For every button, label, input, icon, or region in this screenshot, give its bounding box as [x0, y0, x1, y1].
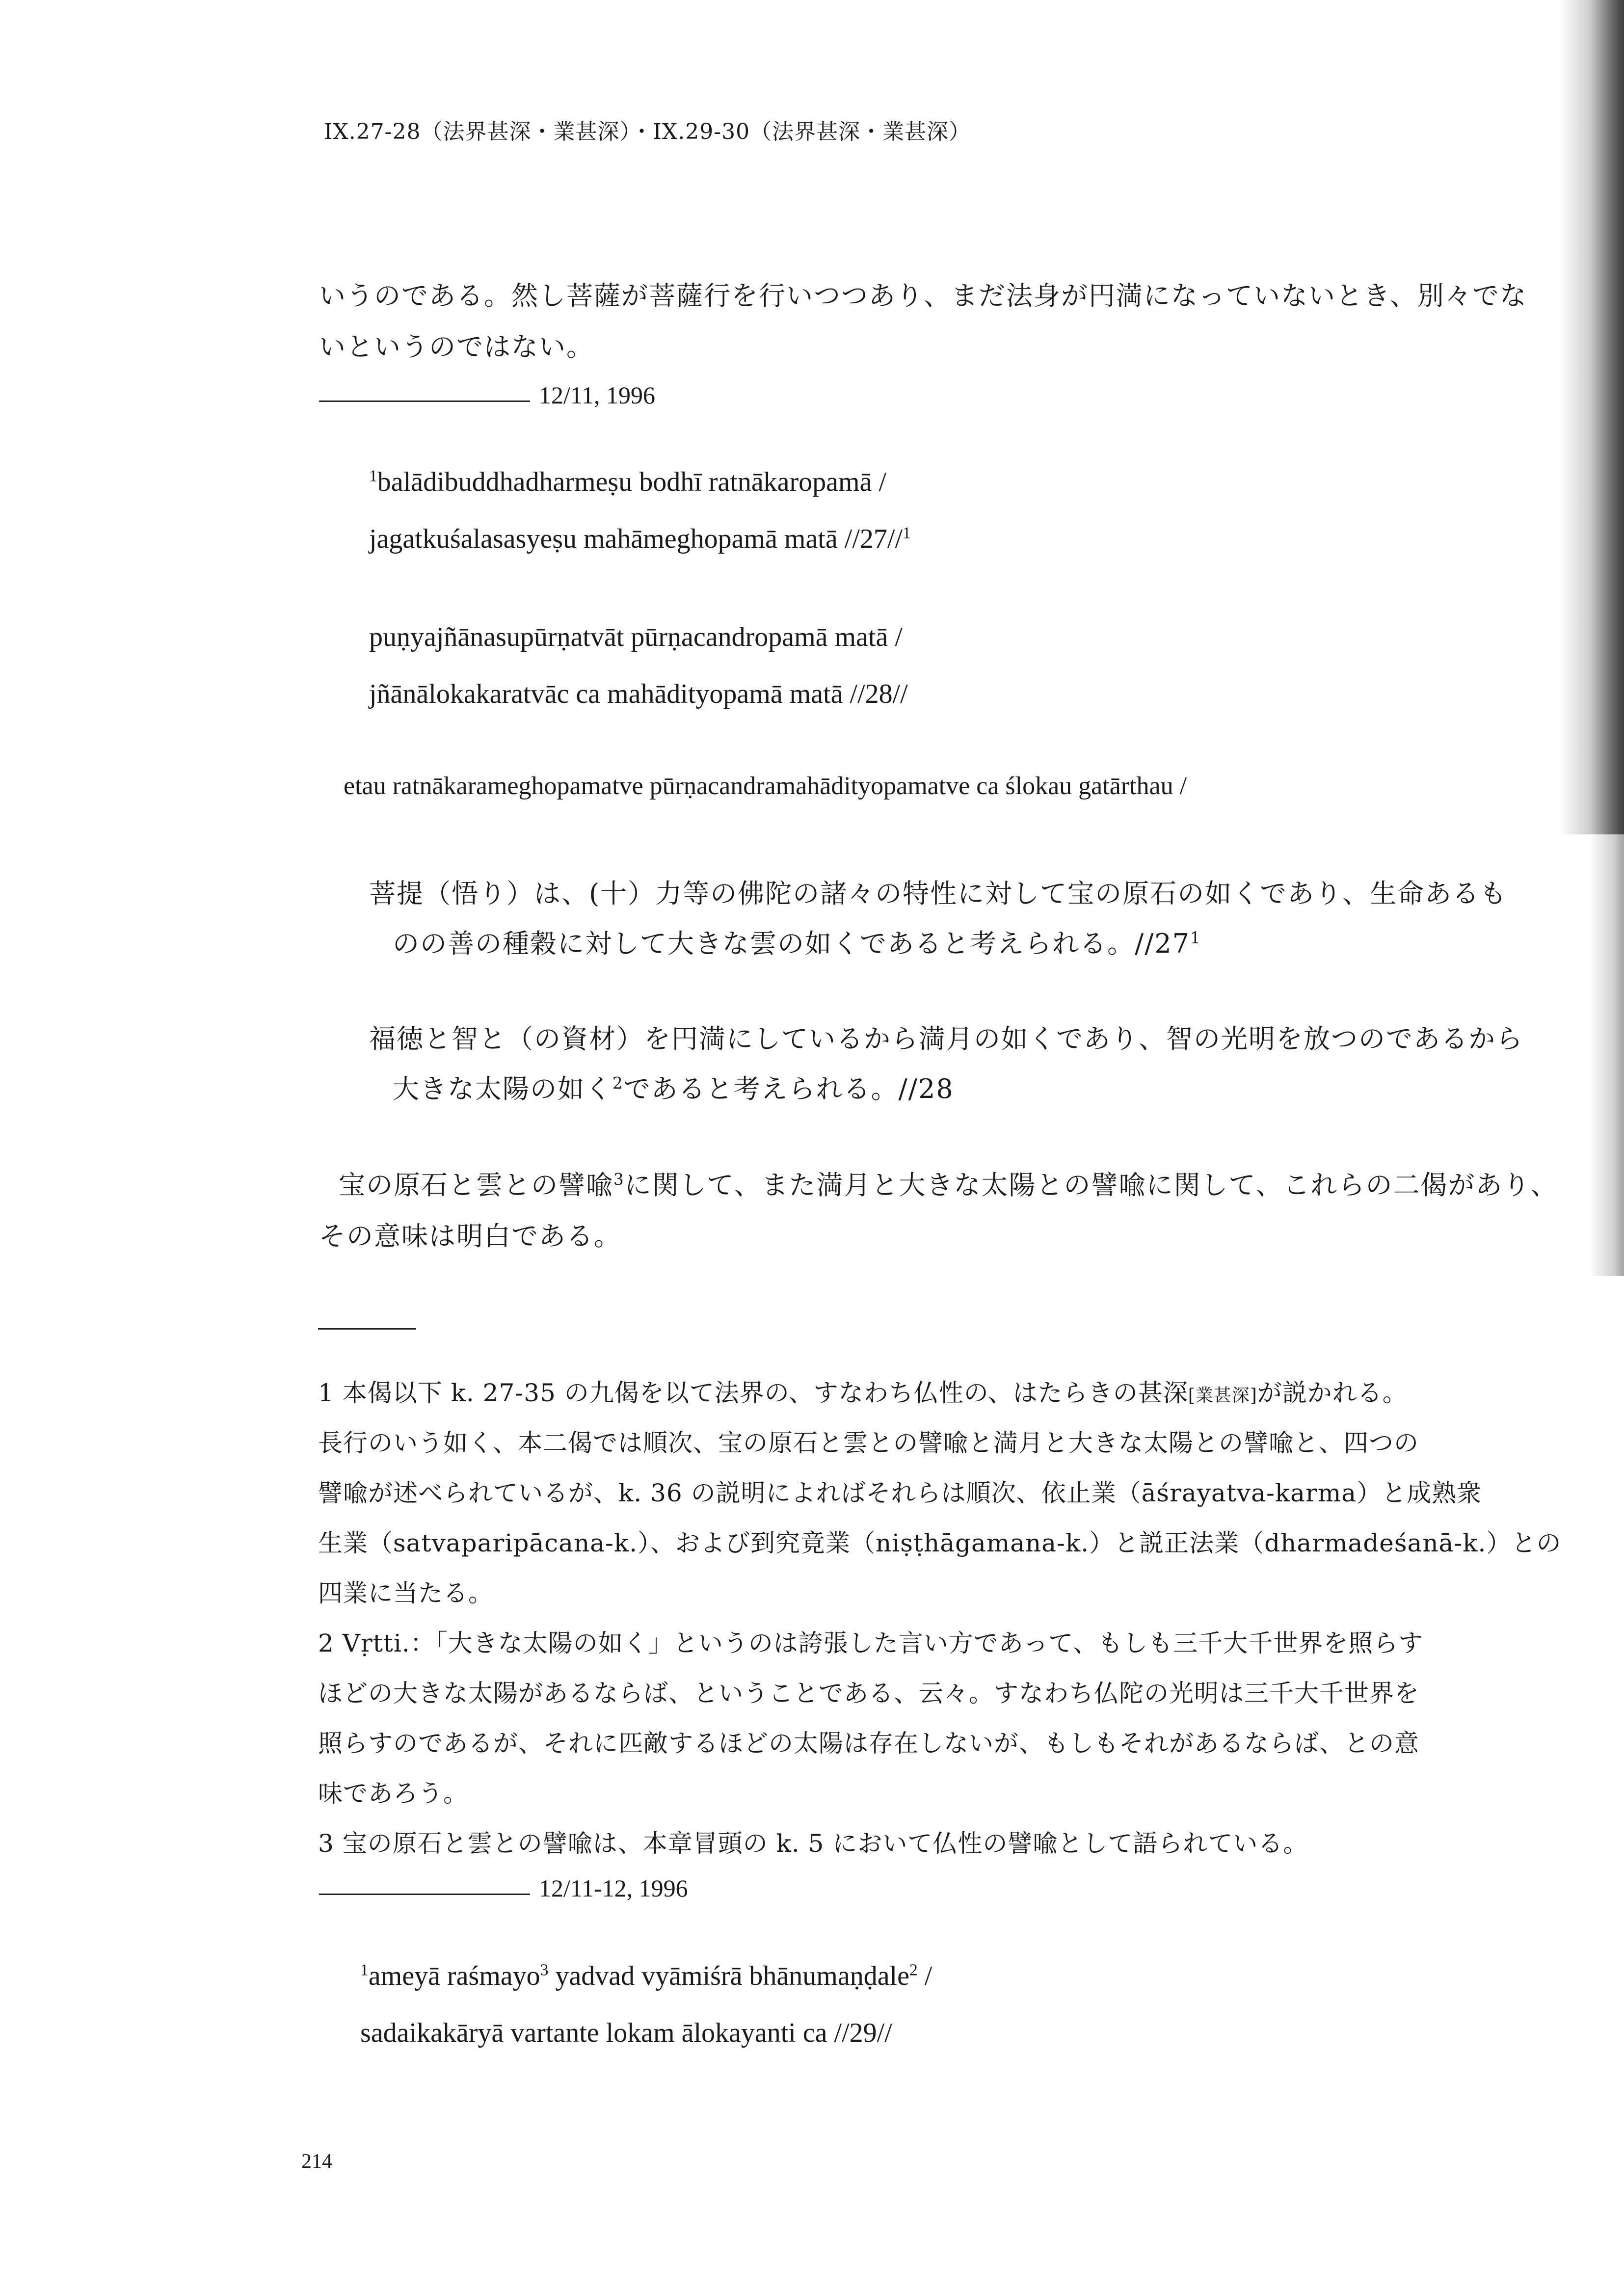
- scan-edge-shadow: [1560, 0, 1624, 834]
- verse-text: balādibuddhadharmeṣu bodhī ratnākaropamā /: [377, 467, 886, 497]
- translation-text: のの善の種穀に対して大きな雲の如くであると考えられる。//27: [393, 928, 1191, 959]
- verse-29-line-1: [360, 1960, 932, 1992]
- footnote-1-line-1: [318, 1373, 1408, 1409]
- running-header: IX.27-28（法界甚深・業甚深）・IX.29-30（法界甚深・業甚深）: [324, 119, 971, 144]
- footnote-2-line-3: 照らすのであるが、それに匹敵するほどの太陽は存在しないが、もしもそれがあるならば、との意: [318, 1729, 1419, 1758]
- verse-text: /: [917, 1961, 932, 1991]
- verse-28-line-2: jñānālokakaratvāc ca mahādityopamā matā //28//: [369, 679, 908, 709]
- footnote-small-text: [業甚深]: [1188, 1386, 1257, 1406]
- verse-text: jagatkuśalasasyeṣu mahāmeghopamā matā //27//: [369, 524, 903, 554]
- translation-text: 大きな太陽の如く: [393, 1073, 612, 1104]
- intro-line-1: いうのである。然し菩薩が菩薩行を行いつつあり、まだ法身が円満になっていないとき、別々でな: [319, 280, 1527, 311]
- footnote-text: が説かれる。: [1257, 1379, 1408, 1407]
- date-rule: [319, 1894, 530, 1895]
- translation-text: に関して、また満月と大きな太陽との譬喩に関して、これらの二偈があり、: [624, 1170, 1558, 1201]
- footnote-marker: 2: [909, 1961, 918, 1979]
- verse-28-line-1: puṇyajñānasupūrṇatvāt pūrṇacandropamā matā /: [369, 622, 903, 652]
- translation-27-line-1: 菩提（悟り）は、(十）力等の佛陀の諸々の特性に対して宝の原石の如くであり、生命あるも: [369, 878, 1508, 909]
- footnote-text: 1 本偈以下 k. 27-35 の九偈を以て法界の、すなわち仏性の、はたらきの甚深: [318, 1379, 1188, 1407]
- page-number: 214: [301, 2150, 332, 2173]
- translated-commentary-line-1: [339, 1164, 1558, 1202]
- footnote-marker: 1: [1190, 929, 1201, 947]
- verse-text: ameyā raśmayo: [368, 1961, 540, 1991]
- footnote-1-line-2: 長行のいう如く、本二偈では順次、宝の原石と雲との譬喩と満月と大きな太陽との譬喩と、四つの: [318, 1429, 1419, 1457]
- verse-29-line-2: sadaikakāryā vartante lokam ālokayanti ca //29//: [360, 2018, 892, 2048]
- footnote-1-line-3: 譬喩が述べられているが、k. 36 の説明によればそれらは順次、依止業（āśrayatva-karma）と成熟衆: [318, 1479, 1482, 1507]
- footnote-marker: 1: [360, 1961, 369, 1979]
- footnote-marker: 1: [369, 467, 377, 485]
- intro-line-2: いというのではない。: [319, 331, 594, 362]
- commentary-prose: etau ratnākarameghopamatve pūrṇacandramahādityopamatve ca ślokau gatārthau /: [344, 772, 1187, 800]
- footnote-separator: [318, 1328, 416, 1330]
- footnote-2-line-2: ほどの大きな太陽があるならば、ということである、云々。すなわち仏陀の光明は三千大千世界を: [318, 1679, 1419, 1708]
- footnote-1-line-5: 四業に当たる。: [318, 1579, 493, 1607]
- translated-commentary-line-2: その意味は明白である。: [319, 1221, 621, 1252]
- translation-text: 宝の原石と雲との譬喩: [339, 1170, 613, 1201]
- footnote-1-line-4: 生業（satvaparipācana-k.）、および到究竟業（niṣṭhāgamana-k.）と説正法業（dharmadeśanā-k.）との: [318, 1529, 1562, 1557]
- date-line-1: [319, 381, 655, 409]
- footnote-2-line-4: 味であろう。: [318, 1779, 468, 1808]
- translation-28-line-2: [393, 1068, 954, 1106]
- verse-text: yadvad vyāmiśrā bhānumaṇḍale: [548, 1961, 909, 1991]
- footnote-marker: 3: [613, 1170, 625, 1189]
- date-text: 12/11-12, 1996: [539, 1874, 688, 1902]
- footnote-marker: 1: [903, 524, 911, 542]
- date-line-2: [319, 1874, 688, 1902]
- footnote-marker: 3: [540, 1961, 549, 1979]
- verse-27-line-2: [369, 523, 911, 555]
- verse-27-line-1: [369, 466, 886, 498]
- scan-edge-shadow-lower: [1590, 834, 1624, 1276]
- date-text: 12/11, 1996: [539, 381, 656, 409]
- footnote-3-line-1: 3 宝の原石と雲との譬喩は、本章冒頭の k. 5 において仏性の譬喩として語られている。: [318, 1829, 1308, 1858]
- footnote-marker: 2: [612, 1074, 624, 1093]
- translation-text: であると考えられる。//28: [623, 1073, 954, 1104]
- translation-28-line-1: 福徳と智と（の資材）を円満にしているから満月の如くであり、智の光明を放つのであるから: [369, 1023, 1523, 1054]
- footnote-2-line-1: 2 Vṛtti.：「大きな太陽の如く」というのは誇張した言い方であって、もしも三千大千世界を照らす: [318, 1629, 1424, 1657]
- translation-27-line-2: [393, 923, 1201, 961]
- date-rule: [319, 400, 530, 402]
